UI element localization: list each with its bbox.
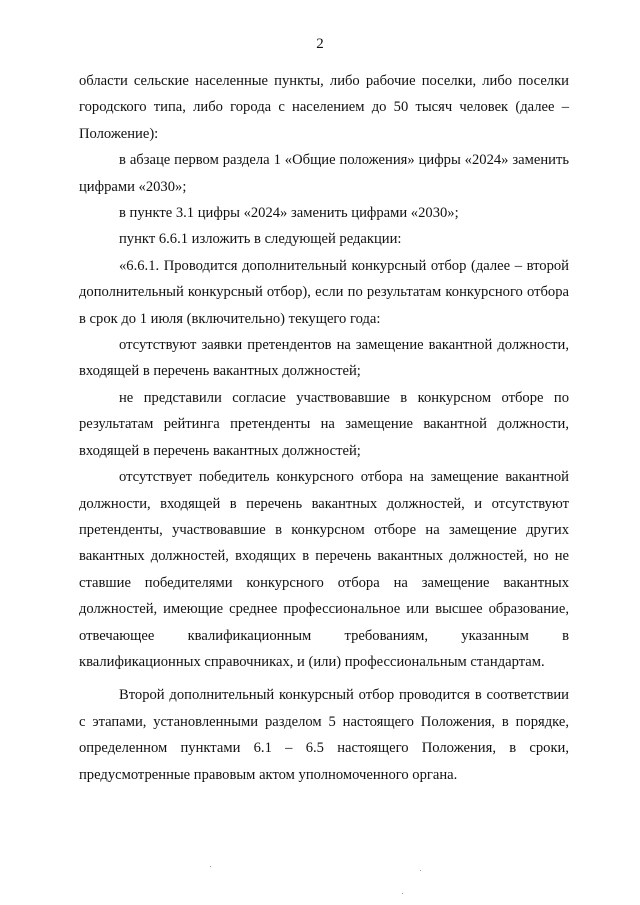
document-body [79, 68, 569, 788]
paragraph-amendment-section-1: в абзаце первом раздела 1 «Общие положения» цифры «2024» заменить цифрами «2030»; [79, 152, 569, 195]
scan-speck [210, 866, 211, 867]
paragraph-continuation: области сельские населенные пункты, либо рабочие поселки, либо поселки городского типа, либо города с населением до 50 тысяч человек (далее – Положение): [79, 73, 569, 142]
paragraph-condition-no-consent: не представили согласие участвовавшие в конкурсном отборе по результатам рейтинга претенденты на замещение вакантной должности, входящей в перечень вакантных должностей; [79, 389, 569, 459]
paragraph-condition-no-winner: отсутствует победитель конкурсного отбора на замещение вакантной должности, входящей в перечень вакантных должностей, и отсутствуют претенденты, участвовавшие в конкурсном отборе на замещение других вакантных должностей, входящих в перечень вакантных должностей, но не ставшие победителями конкурсного отбора на замещение вакантных должностей, имеющие среднее профессиональное или высшее образование, отвечающее квалификационным требованиям, указанным в квалификационных справочниках, и (или) профессиональным стандартам. [79, 469, 569, 670]
paragraph-point-6-6-1: «6.6.1. Проводится дополнительный конкурсный отбор (далее – второй дополнительный конкурсный отбор), если по результатам конкурсного отбора в срок до 1 июля (включительно) текущего года: [79, 257, 569, 327]
paragraph-condition-no-applications: отсутствуют заявки претендентов на замещение вакантной должности, входящей в перечень вакантных должностей; [79, 337, 569, 380]
paragraph-second-selection: Второй дополнительный конкурсный отбор проводится в соответствии с этапами, установленными разделом 5 настоящего Положения, в порядке, определенном пунктами 6.1 – 6.5 настоящего Положения, в сроки, предусмотренные правовым актом уполномоченного органа. [79, 687, 569, 783]
scan-speck [420, 870, 421, 871]
page-number: 2 [316, 36, 324, 52]
paragraph-amendment-point-6-6-1: пункт 6.6.1 изложить в следующей редакции: [119, 231, 402, 248]
scan-speck [402, 893, 403, 894]
paragraph-amendment-point-3-1: в пункте 3.1 цифры «2024» заменить цифрами «2030»; [119, 205, 459, 222]
